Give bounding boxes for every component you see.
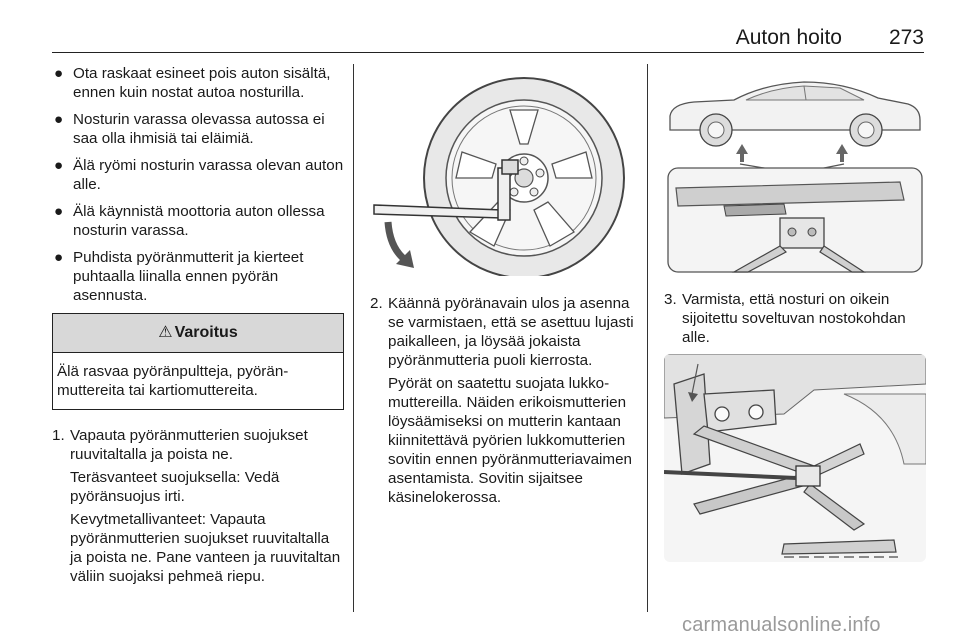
warning-text: Älä rasvaa pyöränpultteja, pyöränmuttereita tai kartiomuttereita. bbox=[57, 363, 289, 399]
column-2 bbox=[370, 64, 636, 507]
step-1 bbox=[52, 426, 344, 586]
step-number: 1. bbox=[52, 427, 65, 444]
step-list-3 bbox=[664, 290, 928, 347]
list-item: ● Ota raskaat esineet pois auton sisältä, ennen kuin nostat autoa nosturilla. bbox=[54, 65, 331, 101]
step-text: Käännä pyöränavain ulos ja asenna se varmistaen, että se asettuu lujasti paikalleen, ja löysää jokaista pyöränmutteria puoli kierrosta. bbox=[388, 295, 634, 369]
column-1 bbox=[52, 64, 344, 586]
safety-bullet-list bbox=[52, 64, 344, 305]
list-item: ● Nosturin varassa olevassa autossa ei saa olla ihmisiä tai eläimiä. bbox=[54, 111, 325, 147]
list-item: ● Älä käynnistä moottoria auton ollessa nosturin varassa. bbox=[54, 203, 325, 239]
step-number: 2. bbox=[370, 295, 383, 312]
bullet-icon: ● bbox=[54, 157, 64, 174]
column-divider-2 bbox=[647, 64, 648, 612]
bullet-icon: ● bbox=[54, 249, 64, 266]
warning-triangle-icon: ⚠ bbox=[158, 324, 173, 341]
warning-title: Varoitus bbox=[174, 324, 238, 341]
step-list-1 bbox=[52, 426, 344, 586]
step-paragraph: Kevytmetallivanteet: Vapauta pyöränmutterien suojukset ruuvitaltalla ja poista ne. Pane vanteen ja ruuvitaltan väliin suojaksi pehmeä riepu. bbox=[70, 511, 341, 585]
car-jack-points-illustration bbox=[664, 64, 926, 274]
page-number: 273 bbox=[888, 26, 924, 49]
column-3 bbox=[664, 64, 928, 562]
list-item: ● Älä ryömi nosturin varassa olevan auton alle. bbox=[54, 157, 344, 193]
column-divider-1 bbox=[353, 64, 354, 612]
step-text: Vapauta pyöränmutterien suojukset ruuvitaltalla ja poista ne. bbox=[70, 427, 308, 463]
step-text: Varmista, että nosturi on oikein sijoitettu soveltuvan nostokohdan alle. bbox=[682, 291, 906, 346]
step-paragraph: Teräsvanteet suojuksella: Vedä pyöränsuojus irti. bbox=[70, 469, 280, 505]
bullet-icon: ● bbox=[54, 203, 64, 220]
step-number: 3. bbox=[664, 291, 677, 308]
warning-box bbox=[52, 313, 344, 410]
step-paragraph: Pyörät on saatettu suojata lukkomuttereilla. Näiden erikoismutterien löysäämiseksi on mutterin kantaan kiinnitettävä pyörien lukkomutterien sovitin ennen pyöränmutteriavaimen asentamista. Sovitin sijaitsee käsinelokerossa. bbox=[388, 375, 632, 506]
list-item: ● Puhdista pyöränmutterit ja kierteet puhtaalla liinalla ennen pyörän asennusta. bbox=[54, 249, 304, 304]
watermark: carmanualsonline.info bbox=[682, 614, 881, 636]
bullet-icon: ● bbox=[54, 65, 64, 82]
wheel-wrench-illustration bbox=[370, 64, 636, 276]
scissor-jack-illustration bbox=[664, 354, 926, 562]
step-3 bbox=[664, 290, 928, 347]
step-2 bbox=[370, 294, 636, 507]
page-header bbox=[52, 22, 924, 53]
bullet-icon: ● bbox=[54, 111, 64, 128]
warning-header bbox=[53, 314, 343, 353]
step-list-2 bbox=[370, 294, 636, 507]
section-title: Auton hoito bbox=[735, 26, 842, 49]
